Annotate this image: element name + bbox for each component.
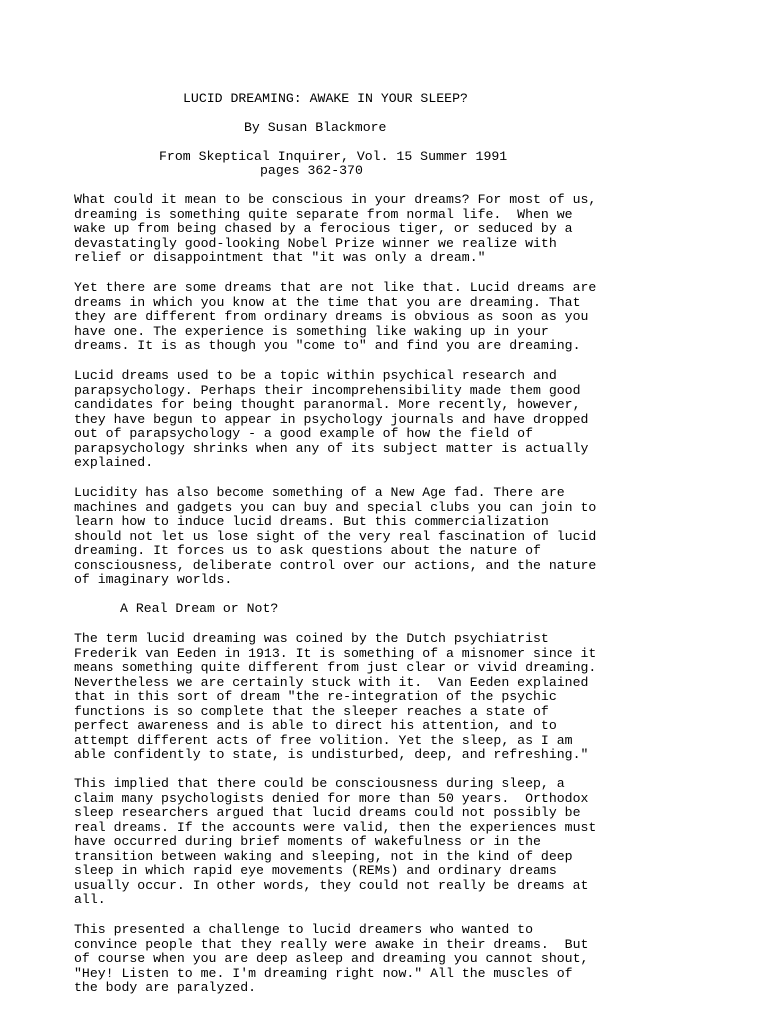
article-source: From Skeptical Inquirer, Vol. 15 Summer 1991 bbox=[159, 149, 508, 164]
paragraph-1: What could it mean to be conscious in your dreams? For most of us, dreaming is something quite separate from normal life. When we wake up from being chased by a ferocious tiger, or seduced by a devastatingly good-looking Nobel Prize winner we realize with relief or disappointment that "it was only a dream." bbox=[74, 192, 597, 265]
article-pages: pages 362-370 bbox=[260, 163, 363, 178]
article-byline: By Susan Blackmore bbox=[244, 120, 387, 135]
paragraph-2: Yet there are some dreams that are not like that. Lucid dreams are dreams in which you know at the time that you are dreaming. That they are different from ordinary dreams is obvious as soon as you have one. The experience is something like waking up in your dreams. It is as though you "come to" and find you are dreaming. bbox=[74, 280, 597, 353]
paragraph-3: Lucid dreams used to be a topic within psychical research and parapsychology. Perhaps their incomprehensibility made them good candidates for being thought paranormal. More recently, however, they have begun to appear in psychology journals and have dropped out of parapsychology - a good example of how the field of parapsychology shrinks when any of its subject matter is actually explained. bbox=[74, 368, 589, 470]
paragraph-6: This implied that there could be consciousness during sleep, a claim many psychologists denied for more than 50 years. Orthodox sleep researchers argued that lucid dreams could not possibly be real dreams. If the accounts were valid, then the experiences must have occurred during brief moments of wakefulness or in the transition between waking and sleeping, not in the kind of deep sleep in which rapid eye movements (REMs) and ordinary dreams usually occur. In other words, they could not really be dreams at all. bbox=[74, 776, 597, 907]
paragraph-5: The term lucid dreaming was coined by the Dutch psychiatrist Frederik van Eeden in 1913. It is something of a misnomer since it means something quite different from just clear or vivid dreaming. Nevertheless we are certainly stuck with it. Van Eeden explained that in this sort of dream "the re-integration of the psychic functions is so complete that the sleeper reaches a state of perfect awareness and is able to direct his attention, and to attempt different acts of free volition. Yet the sleep, as I am able confidently to state, is undisturbed, deep, and refreshing." bbox=[74, 631, 597, 762]
paragraph-4: Lucidity has also become something of a New Age fad. There are machines and gadgets you can buy and special clubs you can join to learn how to induce lucid dreams. But this commercialization should not let us lose sight of the very real fascination of lucid dreaming. It forces us to ask questions about the nature of consciousness, deliberate control over our actions, and the nature of imaginary worlds. bbox=[74, 485, 597, 587]
section-heading: A Real Dream or Not? bbox=[120, 601, 279, 616]
article-title: LUCID DREAMING: AWAKE IN YOUR SLEEP? bbox=[183, 91, 468, 106]
paragraph-7: This presented a challenge to lucid dreamers who wanted to convince people that they really were awake in their dreams. But of course when you are deep asleep and dreaming you cannot shout, "Hey! Listen to me. I'm dreaming right now." All the muscles of the body are paralyzed. bbox=[74, 922, 589, 995]
